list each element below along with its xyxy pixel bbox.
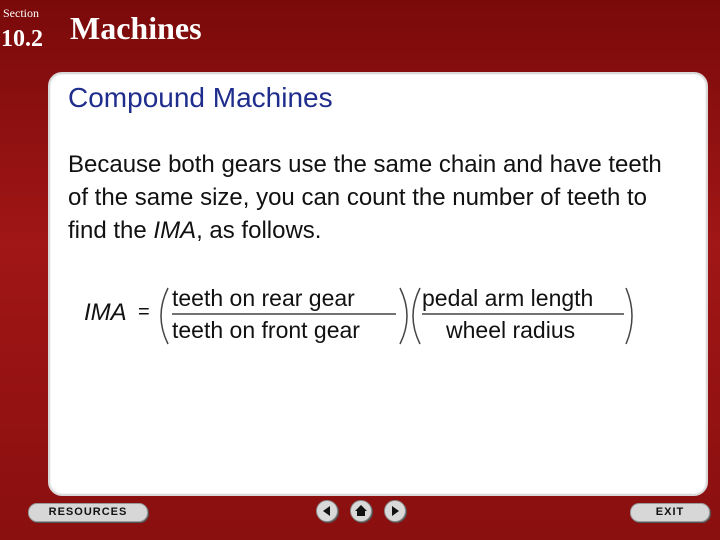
- chapter-title: Machines: [70, 10, 202, 46]
- resources-button[interactable]: RESOURCES: [28, 503, 148, 522]
- body-text-start: Because both gears use the same chain and have teeth of the same size, you can count the number of teeth to find the: [68, 151, 662, 244]
- forward-arrow-icon: [385, 501, 405, 521]
- body-paragraph: [68, 148, 668, 247]
- fraction2-denominator: wheel radius: [446, 317, 576, 343]
- section-badge: [0, 0, 48, 56]
- home-button[interactable]: [350, 500, 372, 522]
- fraction1-numerator: teeth on rear gear: [172, 285, 355, 311]
- fraction1-denominator: teeth on front gear: [172, 317, 360, 343]
- fraction2-numerator: pedal arm length: [422, 285, 594, 311]
- forward-button[interactable]: [384, 500, 406, 522]
- right-paren-1: [400, 288, 407, 344]
- formula-equals: =: [138, 301, 150, 323]
- right-paren-2: [626, 288, 632, 344]
- body-text-end: , as follows.: [196, 217, 322, 244]
- home-icon: [351, 501, 371, 521]
- body-text-ima: IMA: [153, 217, 197, 244]
- back-button[interactable]: [316, 500, 338, 522]
- left-paren-1: [161, 288, 168, 344]
- back-arrow-icon: [317, 501, 337, 521]
- section-number: 10.2: [1, 26, 43, 52]
- ima-formula: [80, 282, 640, 352]
- left-paren-2: [413, 288, 420, 344]
- slide-title: Compound Machines: [68, 82, 333, 113]
- formula-lhs: IMA: [84, 299, 127, 326]
- exit-button[interactable]: EXIT: [630, 503, 710, 522]
- section-label: Section: [3, 6, 39, 20]
